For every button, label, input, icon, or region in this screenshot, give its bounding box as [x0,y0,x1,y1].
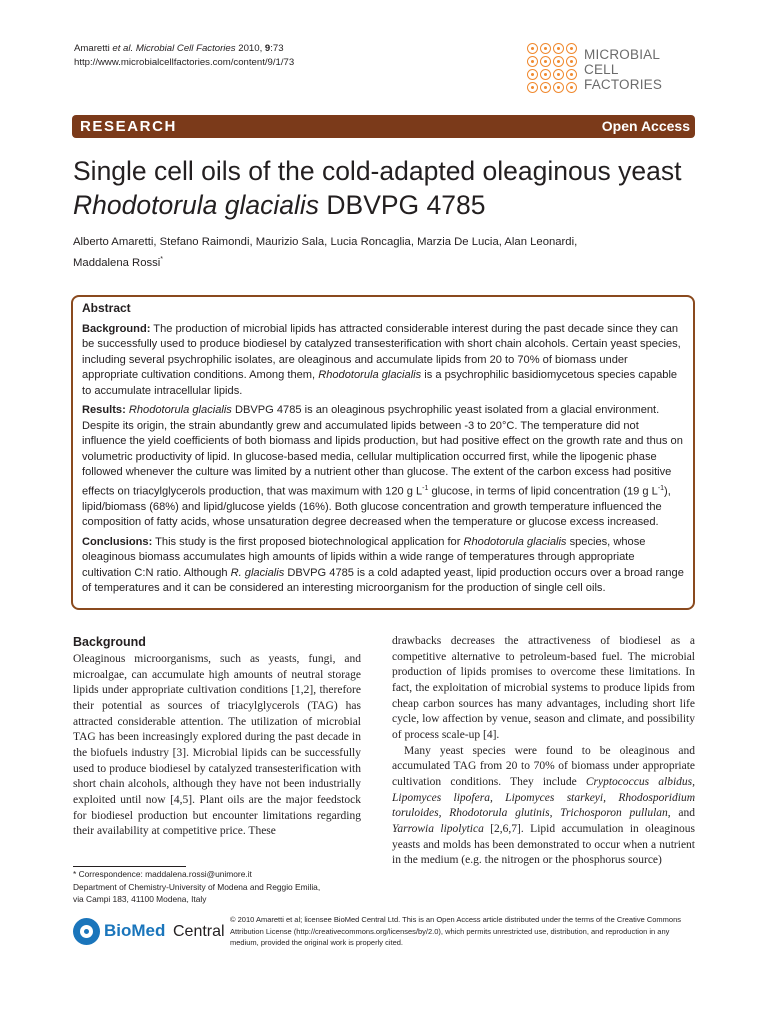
abstract-conclusions: Conclusions: This study is the first proposed biotechnological application for Rhodotorula glacialis species, whose oleaginous biomass accumulates high amounts of lipids within a wide range of temperatures through appropriate cultivation C:N ratio. Although R. glacialis DBVPG 4785 is a cold adapted yeast, lipid production occurs over a broad range of temperatures and it can be considered an interesting microorganism for the production of single cell oils. [82,535,684,595]
section-heading-background: Background [73,635,146,649]
journal-logo-text: MICROBIAL CELL FACTORIES [584,47,663,92]
body-paragraph: drawbacks decreases the attractiveness of biodiesel as a competitive alternative to petroleum-based fuel. The microbial production of lipids promises to overcome these limitations. In fact, the exploitation of microbial systems to produce lipids from cheap carbon sources has many advantages, including short life cycle, low affection by venue, season and climate, and possibility of process scale-up [4]. [392,635,695,741]
publisher-logo: BioMed Central [73,918,223,946]
footnote-divider [73,866,186,867]
citation-header [74,42,294,70]
correspondence-email[interactable]: * Correspondence: maddalena.rossi@unimore.it [73,869,252,879]
correspondence-footnote: * Correspondence: maddalena.rossi@unimore.it Department of Chemistry-University of Modena and Reggio Emilia, via Campi 183, 41100 Modena, Italy [73,868,373,906]
journal-logo [527,41,697,97]
biomed-central-icon [73,918,100,945]
abstract-background: Background: The production of microbial lipids has attracted considerable interest during the past decade since they can be successfully used to produce biodiesel by catalyzed transesterification with short chain alcohols. Certain yeast species, including several psychrophilic isolates, are oleaginous and accumulate lipids from 20 to 70% of biomass under appropriate cultivation conditions. Among them, Rhodotorula glacialis is a psychrophilic basidiomycetous species capable to accumulate intracellular lipids. [82,322,681,397]
body-paragraph: Many yeast species were found to be oleaginous and accumulated TAG from 20 to 70% of biomass under appropriate cultivation conditions. They include Cryptococcus albidus, Lipomyces lipofera, Lipomyces starkeyi, Rhodosporidium toruloides, Rhodotorula glutinis, Trichosporon pullulan, and Yarrowia lipolytica [2,6,7]. Lipid accumulation in oleaginous yeasts and molds has been demonstrated to occur when a nutrient in the medium (e.g. the nitrogen or the phosphorus source) [392,744,695,867]
journal-logo-icon [527,43,579,95]
abstract-results: Results: Rhodotorula glacialis DBVPG 4785 is an oleaginous psychrophilic yeast isolated from a glacial environment. Despite its origin, the strain abundantly grew and accumulated lipids between -3 to 20°C. The temperature did not influence the yield coefficients of both biomass and lipids production, but had positive effect on the growth rate and thus on volumetric productivity of lipid. In glucose-based media, cellular multiplication occurred first, while the lipogenic phase followed whenever the culture was limited by a nutrient other than glucose. The extent of the carbon excess had positive effects on triacylglycerols production, that was maximum with 120 g $L^{-1}$ glucose, in terms of lipid concentration (19 g $L^{-1}$), lipid/biomass (68%) and lipid/glucose yields (16%). Both glucose concentration and growth temperature influenced the composition of fatty acids, whose unsaturation degree decreased when the temperature or glucose excess increased. [82,404,683,529]
citation-line: Amaretti et al. Microbial Cell Factories 2010, 9:73 [74,43,284,54]
abstract-box [71,295,695,610]
license-text: © 2010 Amaretti et al; licensee BioMed Central Ltd. This is an Open Access article distributed under the terms of the Creative Commons Attribution License (http://creativecommons.org/licenses/by/2.0), which permits unrestricted use, distribution, and reproduction in any medium, provided the original work is properly cited. [230,915,682,947]
body-paragraph: Oleaginous microorganisms, such as yeasts, fungi, and microalgae, can accumulate high amounts of neutral storage lipids under appropriate cultivation conditions [1,2], therefore their potential as sources of triacylglycerols (TAG) has attracted considerable attention. The utilization of microbial TAG has been increasingly explored during the past decade in the biofuels industry [3]. Microbial lipids can be successfully used to produce biodiesel by catalyzed transesterification with short chain alcohols, although they have not been industrially exploited until now [4,5]. Plant oils are the major feedstock for biodiesel production but encounter limitations regarding their availability at competitive price. These [73,653,361,838]
article-type-label: RESEARCH [80,118,177,135]
body-column-right [392,634,695,869]
citation-url[interactable]: http://www.microbialcellfactories.com/content/9/1/73 [74,57,295,68]
body-column-left [73,634,361,840]
abstract-heading: Abstract [82,301,131,315]
corresponding-mark: * [160,256,164,263]
open-access-label: Open Access [601,118,690,134]
article-title: Single cell oils of the cold-adapted oleaginous yeast Rhodotorula glacialis DBVPG 4785 [73,156,682,220]
author-list: Alberto Amaretti, Stefano Raimondi, Maurizio Sala, Lucia Roncaglia, Marzia De Lucia, Alan Leonardi, Maddalena Rossi* [73,236,578,269]
